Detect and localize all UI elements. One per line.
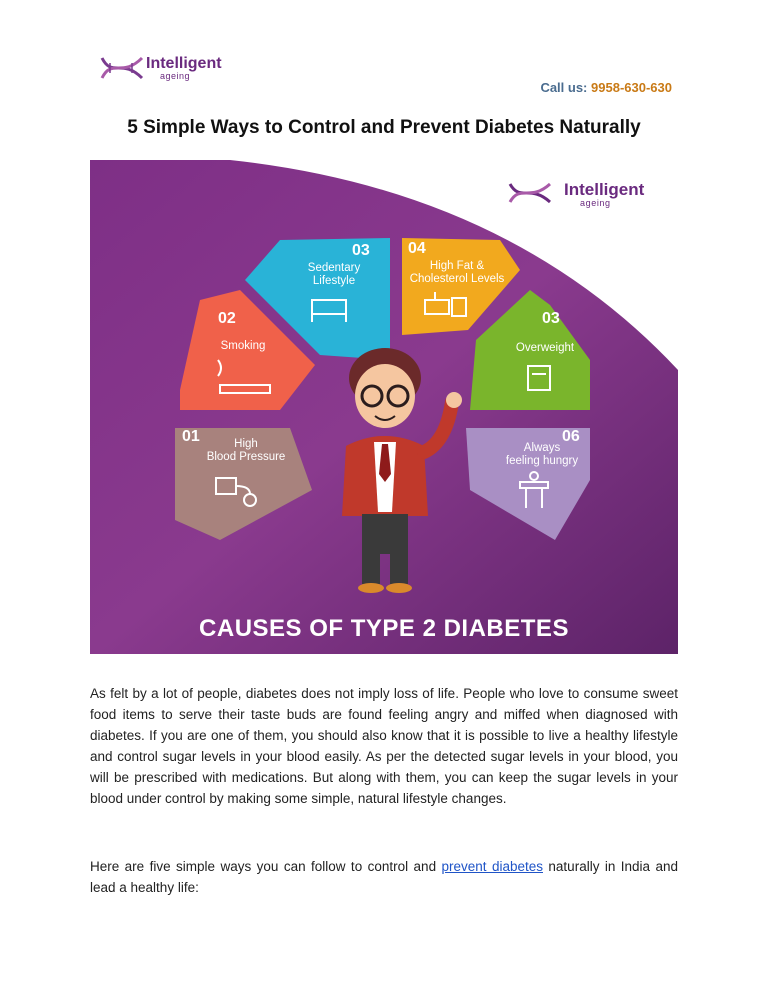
ways-intro-paragraph	[90, 856, 678, 898]
cause-number: 02	[218, 310, 236, 327]
cause-number: 03	[542, 310, 560, 327]
cause-number: 04	[408, 240, 426, 257]
cause-label	[286, 262, 382, 288]
cause-label-line: Blood Pressure	[206, 451, 286, 463]
phone-number[interactable]: 9958-630-630	[591, 80, 672, 95]
infographic-banner	[90, 160, 678, 654]
page-title: 5 Simple Ways to Control and Prevent Diabetes Naturally	[127, 117, 641, 138]
cause-number: 03	[352, 242, 370, 259]
cause-number: 01	[182, 428, 200, 445]
cause-label-line: Lifestyle	[312, 275, 356, 287]
cause-label	[208, 340, 278, 353]
prevent-diabetes-link[interactable]: prevent diabetes	[441, 858, 543, 874]
cause-label	[490, 442, 594, 468]
cause-label-line: feeling hungry	[505, 455, 579, 467]
banner-graphic	[90, 160, 678, 654]
cause-label	[502, 342, 588, 355]
banner-title: CAUSES OF TYPE 2 DIABETES	[199, 615, 569, 642]
paragraph-text: Here are five simple ways you can follow to control and	[90, 858, 442, 874]
paragraph-text: naturally in India and lead a healthy life:	[90, 858, 679, 895]
cause-label-line: Cholesterol Levels	[409, 273, 505, 285]
intro-paragraph: As felt by a lot of people, diabetes does not imply loss of life. People who love to consume sweet food items to serve their taste buds are found feeling angry and miffed when diagnosed with diabetes. If you are one of them, you should also know that it is possible to live a healthy lifestyle and control sugar levels in your blood easily. As per the detected sugar levels in your blood, you will be prescribed with medications. But along with them, you can keep the sugar levels in your blood under control by making some simple, natural lifestyle changes.	[90, 685, 678, 806]
logo-subtitle: ageing	[160, 71, 191, 81]
cause-label-line: Overweight	[515, 342, 575, 354]
site-logo[interactable]	[100, 54, 250, 84]
call-label: Call us:	[540, 80, 588, 95]
cause-label-line: High Fat &	[429, 260, 485, 272]
banner-logo-title: Intelligent	[564, 180, 645, 199]
cause-label	[402, 260, 512, 286]
cause-label-line: Always	[523, 442, 561, 454]
cause-label-line: Smoking	[220, 340, 266, 352]
cause-label-line: Sedentary	[307, 262, 361, 274]
dna-icon	[100, 54, 144, 82]
cause-number: 06	[562, 428, 580, 445]
cause-label	[186, 438, 306, 464]
logo-title: Intelligent	[146, 55, 222, 72]
banner-logo-subtitle: ageing	[580, 198, 611, 208]
call-us	[540, 80, 672, 95]
cause-label-line: High	[234, 438, 258, 450]
